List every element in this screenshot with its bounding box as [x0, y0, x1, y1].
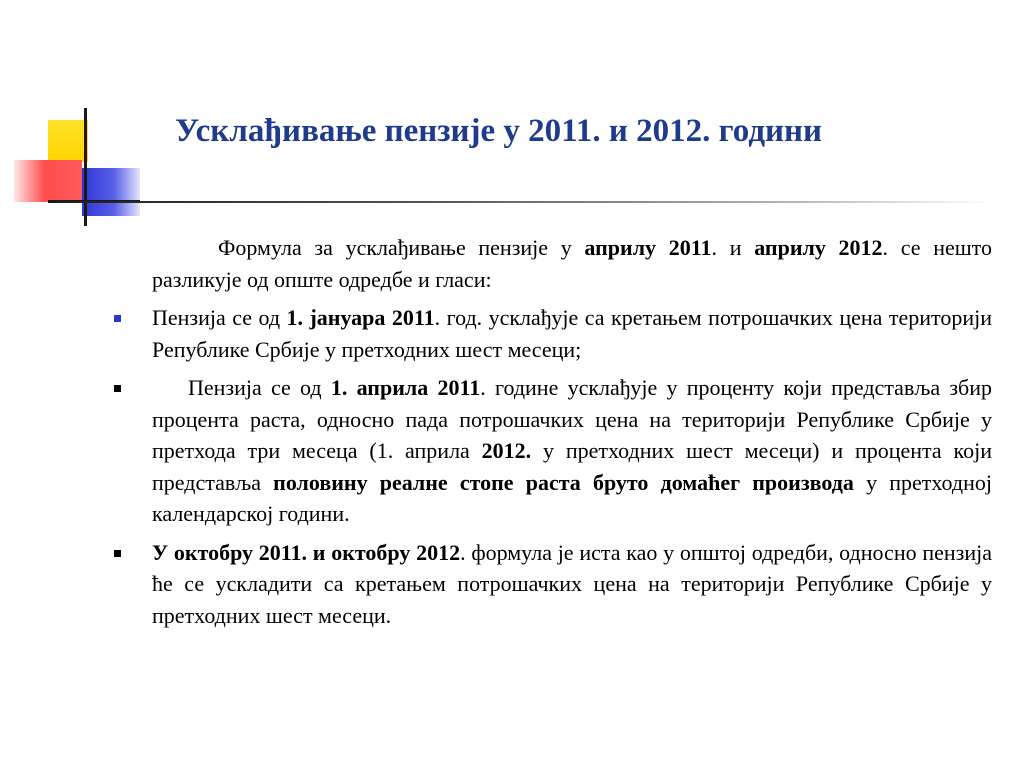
bullet-2-bold-3: половину реалне стопе раста бруто домаћег производа [273, 469, 854, 495]
bullet-2-text-4: у претходној календарској години. [152, 469, 992, 526]
bullet-2-bold-1: 1. априла 2011 [330, 375, 481, 400]
intro-bold-1: априлу 2011 [584, 235, 712, 260]
intro-bold-2: априлу 2012 [754, 235, 883, 260]
bullet-square-icon [114, 385, 121, 392]
bullet-list [152, 302, 992, 631]
bullet-3-bold-1: У октобру 2011. и октобру 2012 [152, 539, 461, 565]
intro-paragraph [152, 232, 992, 295]
bullet-1-bold-1: 1. јануара 2011 [286, 305, 435, 330]
bullet-1-text-1: Пензија се од [152, 305, 287, 330]
bullet-item-1 [152, 302, 992, 365]
intro-text-2: . и [711, 235, 755, 260]
intro-text-1: Формула за усклађивање пензије у [218, 235, 585, 260]
bullet-2-text-3: у претходних шест месеци) и процента који представља [152, 438, 992, 495]
logo-blue-square [82, 168, 140, 216]
slide-title: Усклађивање пензије у 2011. и 2012. години [175, 113, 823, 149]
logo-yellow-square [48, 120, 88, 162]
bullet-square-icon [114, 315, 121, 322]
bullet-1-text-2: . год. усклађује са кретањем потрошачких цена територији Републике Србије у претходних шест месеци; [152, 305, 993, 362]
bullet-square-icon [114, 550, 121, 557]
logo-vertical-line [84, 108, 87, 226]
intro-text-3: . се нешто разликује од опште одредбе и гласи: [152, 235, 993, 292]
logo-red-square [14, 160, 82, 202]
bullet-item-3 [152, 537, 992, 632]
bullet-3-text-1: . формула је иста као у општој одредби, односно пензија ће се ускладити са кретањем потрошачких цена на територији Републике Србије у претходних шест месеци. [152, 539, 992, 628]
title-divider [58, 201, 994, 203]
bullet-2-bold-2: 2012. [481, 438, 532, 463]
bullet-2-text-1: Пензија се од [188, 375, 331, 400]
slide-body [152, 232, 992, 631]
bullet-2-text-2: . године усклађује у проценту који представља збир процента раста, односно пада потрошачких цена на територији Републике Србије у претхода три месеца (1. априла [152, 375, 992, 463]
bullet-item-2 [152, 372, 992, 530]
